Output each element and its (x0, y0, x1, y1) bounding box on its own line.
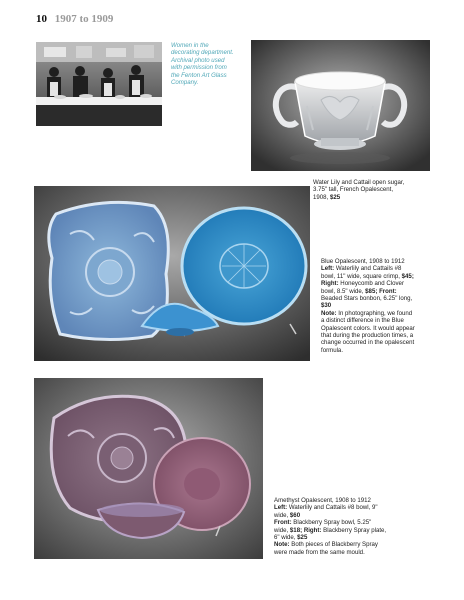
caption-line: were made from the same mould. (274, 548, 365, 556)
open-sugar-photo (251, 40, 430, 171)
caption-line: that during the production times, a (321, 332, 414, 340)
sugar-caption (313, 179, 404, 201)
caption-text: In photographing, we found (336, 309, 413, 317)
page-header (36, 13, 113, 25)
caption-label: Front: (379, 287, 397, 295)
chapter-range: 1907 to 1909 (54, 13, 114, 25)
caption-line: Blue Opalescent, 1908 to 1912 (321, 258, 405, 265)
caption-label: Note: (321, 309, 337, 317)
page-number: 10 (36, 13, 47, 25)
caption-line (321, 280, 415, 287)
credit-line: Company. (171, 79, 199, 87)
caption-label: Left: (321, 265, 335, 273)
blue-caption (321, 258, 415, 354)
caption-line (274, 534, 386, 541)
caption-text: 6" wide, (274, 534, 298, 542)
price: $30 (321, 302, 332, 310)
caption-line: Beaded Stars bonbon, 6.25" long, (321, 295, 413, 303)
caption-text: Blackberry Spray plate, (321, 526, 387, 534)
caption-label: Note: (274, 541, 290, 549)
caption-label: Right: (303, 526, 322, 534)
caption-line: formula. (321, 346, 344, 354)
caption-line: change occurred in the opalescent (321, 339, 415, 347)
amethyst-caption (274, 497, 386, 556)
caption-line (274, 504, 386, 511)
caption-text: ; (300, 526, 304, 534)
photo-credit (171, 42, 234, 86)
caption-text: Honeycomb and Clover (338, 280, 404, 288)
caption-line (274, 519, 386, 526)
caption-line (321, 288, 415, 295)
credit-line: with permission from (171, 64, 227, 72)
caption-text: wide, (274, 526, 290, 534)
caption-line: a distinct difference in the Blue (321, 317, 404, 325)
caption-text: ; (375, 287, 380, 295)
caption-label: Right: (321, 280, 339, 288)
price: $85 (365, 287, 376, 295)
caption-text: bowl, 8.5" wide, (321, 287, 366, 295)
credit-line: decorating department. (171, 49, 234, 57)
caption-line: Opalescent colors. It would appear (321, 324, 415, 332)
price: $25 (297, 534, 308, 542)
caption-text: Blackberry Spray bowl, 5.25" (291, 519, 372, 527)
caption-text: wide, (274, 511, 290, 519)
caption-line (274, 541, 386, 548)
blue-opalescent-photo (34, 186, 310, 361)
price: $60 (289, 511, 301, 519)
amethyst-opalescent-photo (34, 378, 263, 559)
caption-line: Amethyst Opalescent, 1908 to 1912 (274, 497, 371, 504)
caption-line (321, 265, 415, 272)
caption-text: Both pieces of Blackberry Spray (289, 541, 378, 549)
caption-line (321, 310, 415, 317)
caption-text: 1908, (313, 193, 330, 201)
caption-line: 3.75" tall, French Opalescent, (313, 186, 394, 194)
archival-photo (36, 42, 162, 126)
credit-line: the Fenton Art Glass (171, 71, 227, 79)
credit-line: Women in the (171, 42, 209, 49)
caption-line (313, 194, 404, 201)
caption-line (274, 527, 386, 534)
price: $45 (401, 272, 412, 280)
caption-text: bowl, 11" wide, square crimp, (321, 272, 402, 280)
caption-text: ; (411, 272, 414, 280)
caption-line (321, 273, 415, 280)
caption-label: Front: (274, 519, 292, 527)
price: $25 (329, 193, 341, 201)
caption-line: Water Lily and Cattail open sugar, (313, 179, 405, 186)
caption-text: Waterlily and Cattails #8 (334, 265, 402, 273)
price: $18 (289, 526, 301, 534)
caption-label: Left: (274, 504, 288, 512)
caption-line (274, 512, 386, 519)
caption-text: Waterlily and Cattails #8 bowl, 9" (287, 504, 378, 512)
credit-line: Archival photo used (171, 56, 225, 64)
